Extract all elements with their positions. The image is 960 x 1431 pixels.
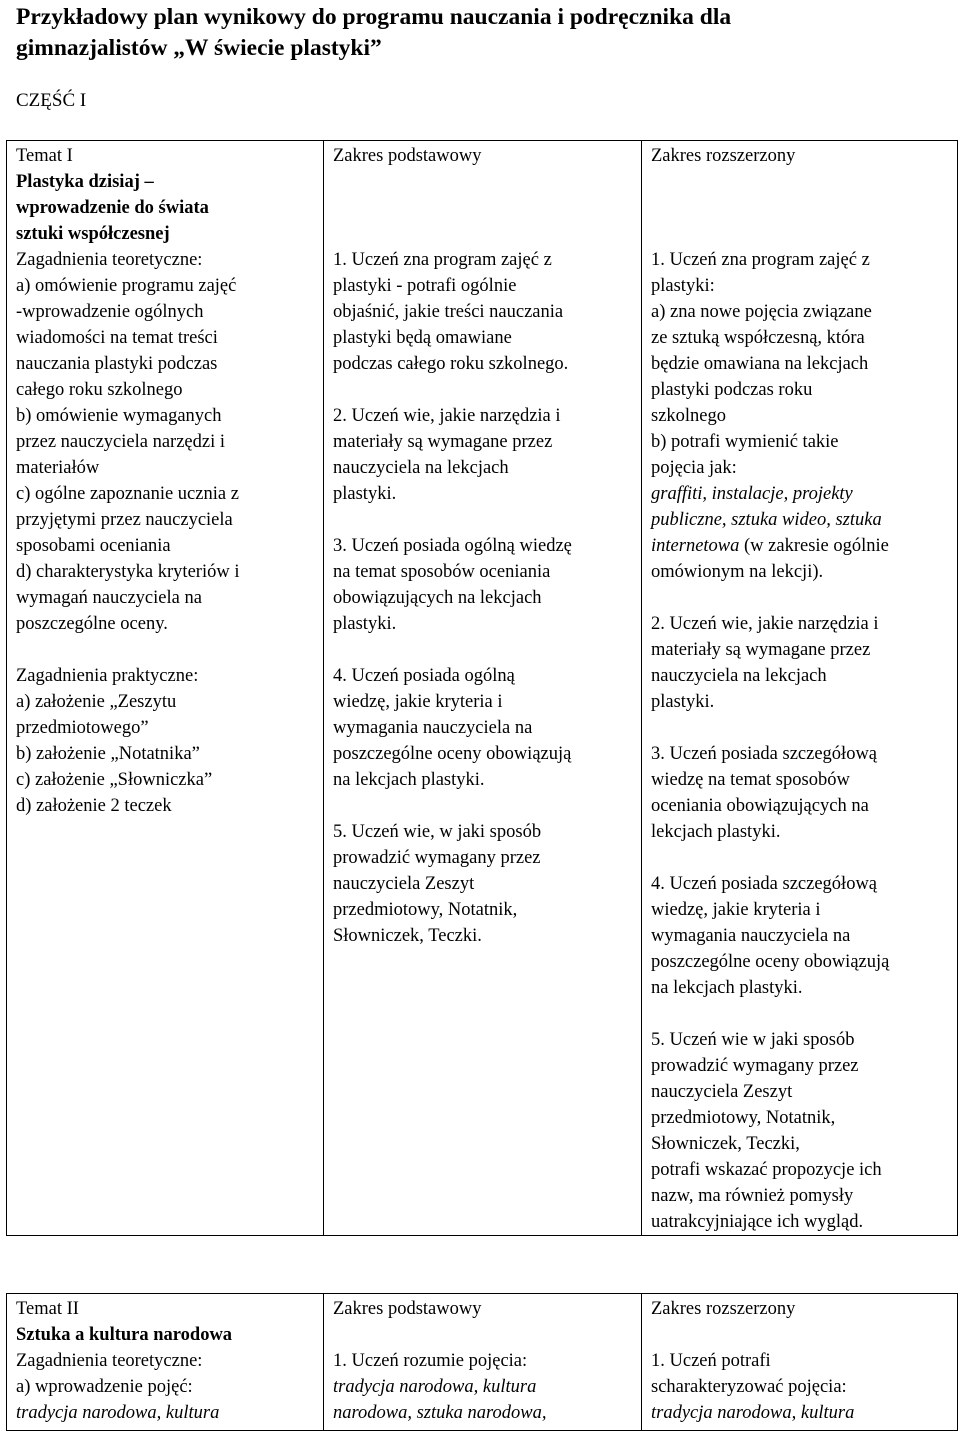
topic-2-col-topic bbox=[7, 1294, 324, 1431]
text-line bbox=[16, 585, 315, 611]
text-line-content: Sztuka a kultura narodowa bbox=[16, 1325, 233, 1345]
title-line-2: gimnazjalistów „W świecie plastyki” bbox=[16, 35, 382, 61]
text-line-content: plastyki. bbox=[651, 692, 715, 712]
text-line-content: lekcjach plastyki. bbox=[651, 822, 781, 842]
text-line bbox=[16, 403, 315, 429]
text-line-content: wymagań nauczyciela na bbox=[16, 588, 202, 608]
topic-1-col-basic bbox=[324, 141, 642, 1236]
text-line-content: b) potrafi wymienić takie bbox=[651, 432, 839, 452]
text-line-content: Zagadnienia praktyczne: bbox=[16, 666, 199, 686]
text-line bbox=[651, 1079, 949, 1105]
text-line bbox=[16, 351, 315, 377]
text-line bbox=[16, 325, 315, 351]
text-line-content: 5. Uczeń wie w jaki sposób bbox=[651, 1030, 855, 1050]
text-line bbox=[16, 169, 315, 195]
text-line-content: nauczyciela na lekcjach bbox=[333, 458, 509, 478]
text-line bbox=[16, 481, 315, 507]
text-line bbox=[651, 611, 949, 637]
blank-line bbox=[651, 195, 949, 221]
text-line-content: przyjętymi przez nauczyciela bbox=[16, 510, 233, 530]
text-line-content: tradycja narodowa, kultura bbox=[333, 1377, 537, 1397]
text-line-content: Słowniczek, Teczki. bbox=[333, 926, 482, 946]
text-line-content: Plastyka dzisiaj – bbox=[16, 172, 154, 192]
topic-2-row bbox=[7, 1294, 958, 1431]
text-line-content: prowadzić wymagany przez bbox=[333, 848, 541, 868]
text-line bbox=[333, 715, 633, 741]
text-line-content: Zakres rozszerzony bbox=[651, 1299, 796, 1319]
text-line bbox=[651, 455, 949, 481]
topic-2-col-extended bbox=[642, 1294, 958, 1431]
text-line bbox=[651, 429, 949, 455]
part-label: CZĘŚĆ I bbox=[16, 90, 87, 111]
text-line-content: materiały są wymagane przez bbox=[333, 432, 553, 452]
text-line bbox=[651, 637, 949, 663]
text-line-content: sposobami oceniania bbox=[16, 536, 171, 556]
blank-line bbox=[651, 585, 949, 611]
text-line bbox=[333, 455, 633, 481]
text-line bbox=[651, 273, 949, 299]
text-line-content: materiałów bbox=[16, 458, 100, 478]
text-line bbox=[333, 533, 633, 559]
text-line-content: Temat II bbox=[16, 1299, 79, 1319]
text-line bbox=[333, 559, 633, 585]
text-line-content: c) założenie „Słowniczka” bbox=[16, 770, 213, 790]
text-line bbox=[16, 1322, 315, 1348]
text-line-content: wymagania nauczyciela na bbox=[651, 926, 851, 946]
text-line-content: przedmiotowy, Notatnik, bbox=[651, 1108, 836, 1128]
text-line bbox=[651, 1053, 949, 1079]
text-line bbox=[651, 871, 949, 897]
text-line-content: podczas całego roku szkolnego. bbox=[333, 354, 569, 374]
text-line bbox=[651, 481, 949, 507]
text-line bbox=[651, 1131, 949, 1157]
text-line-content: prowadzić wymagany przez bbox=[651, 1056, 859, 1076]
text-line-content: 1. Uczeń rozumie pojęcia: bbox=[333, 1351, 528, 1371]
text-line-content: d) charakterystyka kryteriów i bbox=[16, 562, 240, 582]
text-line-content: 2. Uczeń wie, jakie narzędzia i bbox=[651, 614, 879, 634]
text-line-content: wiedzę, jakie kryteria i bbox=[651, 900, 821, 920]
text-line-content: przedmiotowego” bbox=[16, 718, 149, 738]
text-line bbox=[651, 819, 949, 845]
text-line bbox=[16, 507, 315, 533]
text-line-content: Zagadnienia teoretyczne: bbox=[16, 250, 203, 270]
text-line bbox=[651, 663, 949, 689]
text-line-content: objaśnić, jakie treści nauczania bbox=[333, 302, 564, 322]
text-line-content: Zakres podstawowy bbox=[333, 146, 482, 166]
text-line bbox=[333, 1374, 633, 1400]
text-line-content: nauczyciela Zeszyt bbox=[333, 874, 475, 894]
text-line bbox=[333, 689, 633, 715]
text-line bbox=[16, 767, 315, 793]
topic-1-col-extended bbox=[642, 141, 958, 1236]
text-line-content: a) omówienie programu zajęć bbox=[16, 276, 237, 296]
text-line bbox=[333, 481, 633, 507]
text-line-content: nauczania plastyki podczas bbox=[16, 354, 218, 374]
blank-line bbox=[651, 1322, 949, 1348]
text-line-content: przedmiotowy, Notatnik, bbox=[333, 900, 518, 920]
text-line-content: całego roku szkolnego bbox=[16, 380, 183, 400]
text-line bbox=[16, 221, 315, 247]
blank-line bbox=[333, 195, 633, 221]
text-line bbox=[651, 1296, 949, 1322]
text-line-content: Zakres podstawowy bbox=[333, 1299, 482, 1319]
text-line bbox=[651, 897, 949, 923]
text-line bbox=[333, 429, 633, 455]
text-line bbox=[651, 247, 949, 273]
text-line-content: przez nauczyciela narzędzi i bbox=[16, 432, 226, 452]
text-line bbox=[651, 1157, 949, 1183]
text-line-content: publiczne, sztuka wideo, sztuka bbox=[651, 510, 882, 530]
text-line-content: b) założenie „Notatnika” bbox=[16, 744, 200, 764]
text-line bbox=[16, 455, 315, 481]
text-line-content: Zagadnienia teoretyczne: bbox=[16, 1351, 203, 1371]
text-line bbox=[16, 247, 315, 273]
text-line bbox=[651, 377, 949, 403]
text-line-content: nauczyciela Zeszyt bbox=[651, 1082, 793, 1102]
blank-line bbox=[333, 169, 633, 195]
text-line bbox=[651, 1105, 949, 1131]
text-line bbox=[333, 1400, 633, 1426]
text-line-content: wiedzę na temat sposobów bbox=[651, 770, 850, 790]
text-line bbox=[651, 1209, 949, 1235]
text-line-content: uatrakcyjniające ich wygląd. bbox=[651, 1212, 864, 1232]
text-line-content: a) zna nowe pojęcia związane bbox=[651, 302, 872, 322]
text-line-content: Słowniczek, Teczki, bbox=[651, 1134, 800, 1154]
text-line-content: 4. Uczeń posiada ogólną bbox=[333, 666, 515, 686]
text-line-content: obowiązujących na lekcjach bbox=[333, 588, 542, 608]
text-line bbox=[651, 351, 949, 377]
text-line-content: ze sztuką współczesną, która bbox=[651, 328, 865, 348]
text-line bbox=[333, 247, 633, 273]
text-line-content: a) wprowadzenie pojęć: bbox=[16, 1377, 193, 1397]
text-line bbox=[16, 429, 315, 455]
text-line bbox=[651, 533, 949, 559]
topic-2-col-basic bbox=[324, 1294, 642, 1431]
text-line-content: potrafi wskazać propozycje ich bbox=[651, 1160, 882, 1180]
text-line bbox=[651, 403, 949, 429]
text-line bbox=[651, 507, 949, 533]
text-line-content: -wprowadzenie ogólnych bbox=[16, 302, 204, 322]
text-line bbox=[333, 663, 633, 689]
text-line bbox=[333, 585, 633, 611]
blank-line bbox=[651, 1001, 949, 1027]
text-line bbox=[651, 1400, 949, 1426]
text-line-content: wiedzę, jakie kryteria i bbox=[333, 692, 503, 712]
text-line-content: plastyki podczas roku bbox=[651, 380, 813, 400]
text-line-content: 5. Uczeń wie, w jaki sposób bbox=[333, 822, 542, 842]
text-line bbox=[333, 273, 633, 299]
text-line bbox=[333, 1296, 633, 1322]
text-line bbox=[16, 195, 315, 221]
text-line-content: plastyki: bbox=[651, 276, 715, 296]
blank-line bbox=[333, 1322, 633, 1348]
title-line-1: Przykładowy plan wynikowy do programu nauczania i podręcznika dla bbox=[16, 4, 732, 30]
blank-line bbox=[16, 637, 315, 663]
text-line-content: 1. Uczeń zna program zajęć z bbox=[333, 250, 552, 270]
text-line bbox=[333, 845, 633, 871]
text-line bbox=[16, 663, 315, 689]
text-line bbox=[651, 1183, 949, 1209]
text-line-content: 1. Uczeń potrafi bbox=[651, 1351, 771, 1371]
text-line bbox=[16, 611, 315, 637]
blank-line bbox=[651, 221, 949, 247]
text-line-content: nauczyciela na lekcjach bbox=[651, 666, 827, 686]
text-line-content: scharakteryzować pojęcia: bbox=[651, 1377, 847, 1397]
text-line-content: poszczególne oceny obowiązują bbox=[651, 952, 890, 972]
text-line bbox=[333, 741, 633, 767]
blank-line bbox=[333, 377, 633, 403]
text-line-content: na lekcjach plastyki. bbox=[333, 770, 485, 790]
text-line-content: oceniania obowiązujących na bbox=[651, 796, 869, 816]
topic-1-table bbox=[6, 140, 958, 1236]
text-line bbox=[333, 819, 633, 845]
text-line-content: będzie omawiana na lekcjach bbox=[651, 354, 869, 374]
blank-line bbox=[651, 715, 949, 741]
text-line-content: szkolnego bbox=[651, 406, 727, 426]
text-line bbox=[651, 949, 949, 975]
text-line-content: na temat sposobów oceniania bbox=[333, 562, 551, 582]
text-line bbox=[333, 351, 633, 377]
text-line bbox=[651, 325, 949, 351]
text-line bbox=[333, 299, 633, 325]
text-line bbox=[16, 143, 315, 169]
text-line-content: d) założenie 2 teczek bbox=[16, 796, 172, 816]
blank-line bbox=[651, 169, 949, 195]
text-line bbox=[333, 767, 633, 793]
text-line bbox=[16, 299, 315, 325]
blank-line bbox=[333, 507, 633, 533]
text-line bbox=[16, 533, 315, 559]
blank-line bbox=[333, 637, 633, 663]
text-line bbox=[333, 1348, 633, 1374]
text-line-content: graffiti, instalacje, projekty bbox=[651, 484, 853, 504]
text-line-content: wiadomości na temat treści bbox=[16, 328, 218, 348]
text-line-content: plastyki będą omawiane bbox=[333, 328, 512, 348]
text-line-content: plastyki. bbox=[333, 484, 397, 504]
text-line-content: 3. Uczeń posiada szczegółową bbox=[651, 744, 878, 764]
text-line-content: Zakres rozszerzony bbox=[651, 146, 796, 166]
text-line-content: 2. Uczeń wie, jakie narzędzia i bbox=[333, 406, 561, 426]
text-line-content: internetowa bbox=[651, 536, 740, 556]
text-line bbox=[333, 871, 633, 897]
text-line-content: na lekcjach plastyki. bbox=[651, 978, 803, 998]
blank-line bbox=[651, 845, 949, 871]
text-line-content: 4. Uczeń posiada szczegółową bbox=[651, 874, 878, 894]
text-line bbox=[333, 403, 633, 429]
text-line bbox=[16, 273, 315, 299]
text-line bbox=[651, 923, 949, 949]
text-line-content: plastyki. bbox=[333, 614, 397, 634]
text-line bbox=[333, 143, 633, 169]
text-line bbox=[651, 559, 949, 585]
text-line bbox=[651, 1027, 949, 1053]
text-line-content: omówionym na lekcji). bbox=[651, 562, 824, 582]
text-line-content: 3. Uczeń posiada ogólną wiedzę bbox=[333, 536, 572, 556]
text-line bbox=[16, 1374, 315, 1400]
text-line-content: c) ogólne zapoznanie ucznia z bbox=[16, 484, 239, 504]
text-line bbox=[651, 143, 949, 169]
page-title bbox=[16, 2, 946, 64]
text-line bbox=[16, 715, 315, 741]
text-line-content: tradycja narodowa, kultura bbox=[16, 1403, 220, 1423]
text-line bbox=[16, 689, 315, 715]
text-line-content: wymagania nauczyciela na bbox=[333, 718, 533, 738]
text-line-content: materiały są wymagane przez bbox=[651, 640, 871, 660]
text-line-content: poszczególne oceny. bbox=[16, 614, 168, 634]
text-line bbox=[651, 1374, 949, 1400]
text-line bbox=[651, 793, 949, 819]
topic-1-col-topic bbox=[7, 141, 324, 1236]
blank-line bbox=[333, 793, 633, 819]
topic-1-row bbox=[7, 141, 958, 1236]
blank-line bbox=[333, 221, 633, 247]
text-line bbox=[333, 923, 633, 949]
text-line-continuation: (w zakresie ogólnie bbox=[739, 536, 889, 556]
text-line-content: 1. Uczeń zna program zajęć z bbox=[651, 250, 870, 270]
text-line bbox=[651, 689, 949, 715]
text-line bbox=[16, 741, 315, 767]
text-line bbox=[651, 1348, 949, 1374]
text-line-content: pojęcia jak: bbox=[651, 458, 737, 478]
text-line bbox=[16, 793, 315, 819]
text-line bbox=[333, 325, 633, 351]
text-line-content: wprowadzenie do świata bbox=[16, 198, 209, 218]
text-line-content: poszczególne oceny obowiązują bbox=[333, 744, 572, 764]
text-line bbox=[333, 611, 633, 637]
text-line-content: Temat I bbox=[16, 146, 73, 166]
text-line-content: plastyki - potrafi ogólnie bbox=[333, 276, 517, 296]
text-line-content: b) omówienie wymaganych bbox=[16, 406, 222, 426]
text-line bbox=[16, 1296, 315, 1322]
text-line-content: a) założenie „Zeszytu bbox=[16, 692, 177, 712]
text-line bbox=[16, 1400, 315, 1426]
text-line-content: sztuki współczesnej bbox=[16, 224, 170, 244]
text-line bbox=[333, 897, 633, 923]
text-line-content: tradycja narodowa, kultura bbox=[651, 1403, 855, 1423]
text-line bbox=[16, 377, 315, 403]
text-line bbox=[16, 1348, 315, 1374]
text-line bbox=[16, 559, 315, 585]
text-line-content: narodowa, sztuka narodowa, bbox=[333, 1403, 547, 1423]
text-line bbox=[651, 299, 949, 325]
text-line bbox=[651, 741, 949, 767]
text-line bbox=[651, 975, 949, 1001]
topic-2-table bbox=[6, 1293, 958, 1431]
text-line bbox=[651, 767, 949, 793]
text-line-content: nazw, ma również pomysły bbox=[651, 1186, 854, 1206]
